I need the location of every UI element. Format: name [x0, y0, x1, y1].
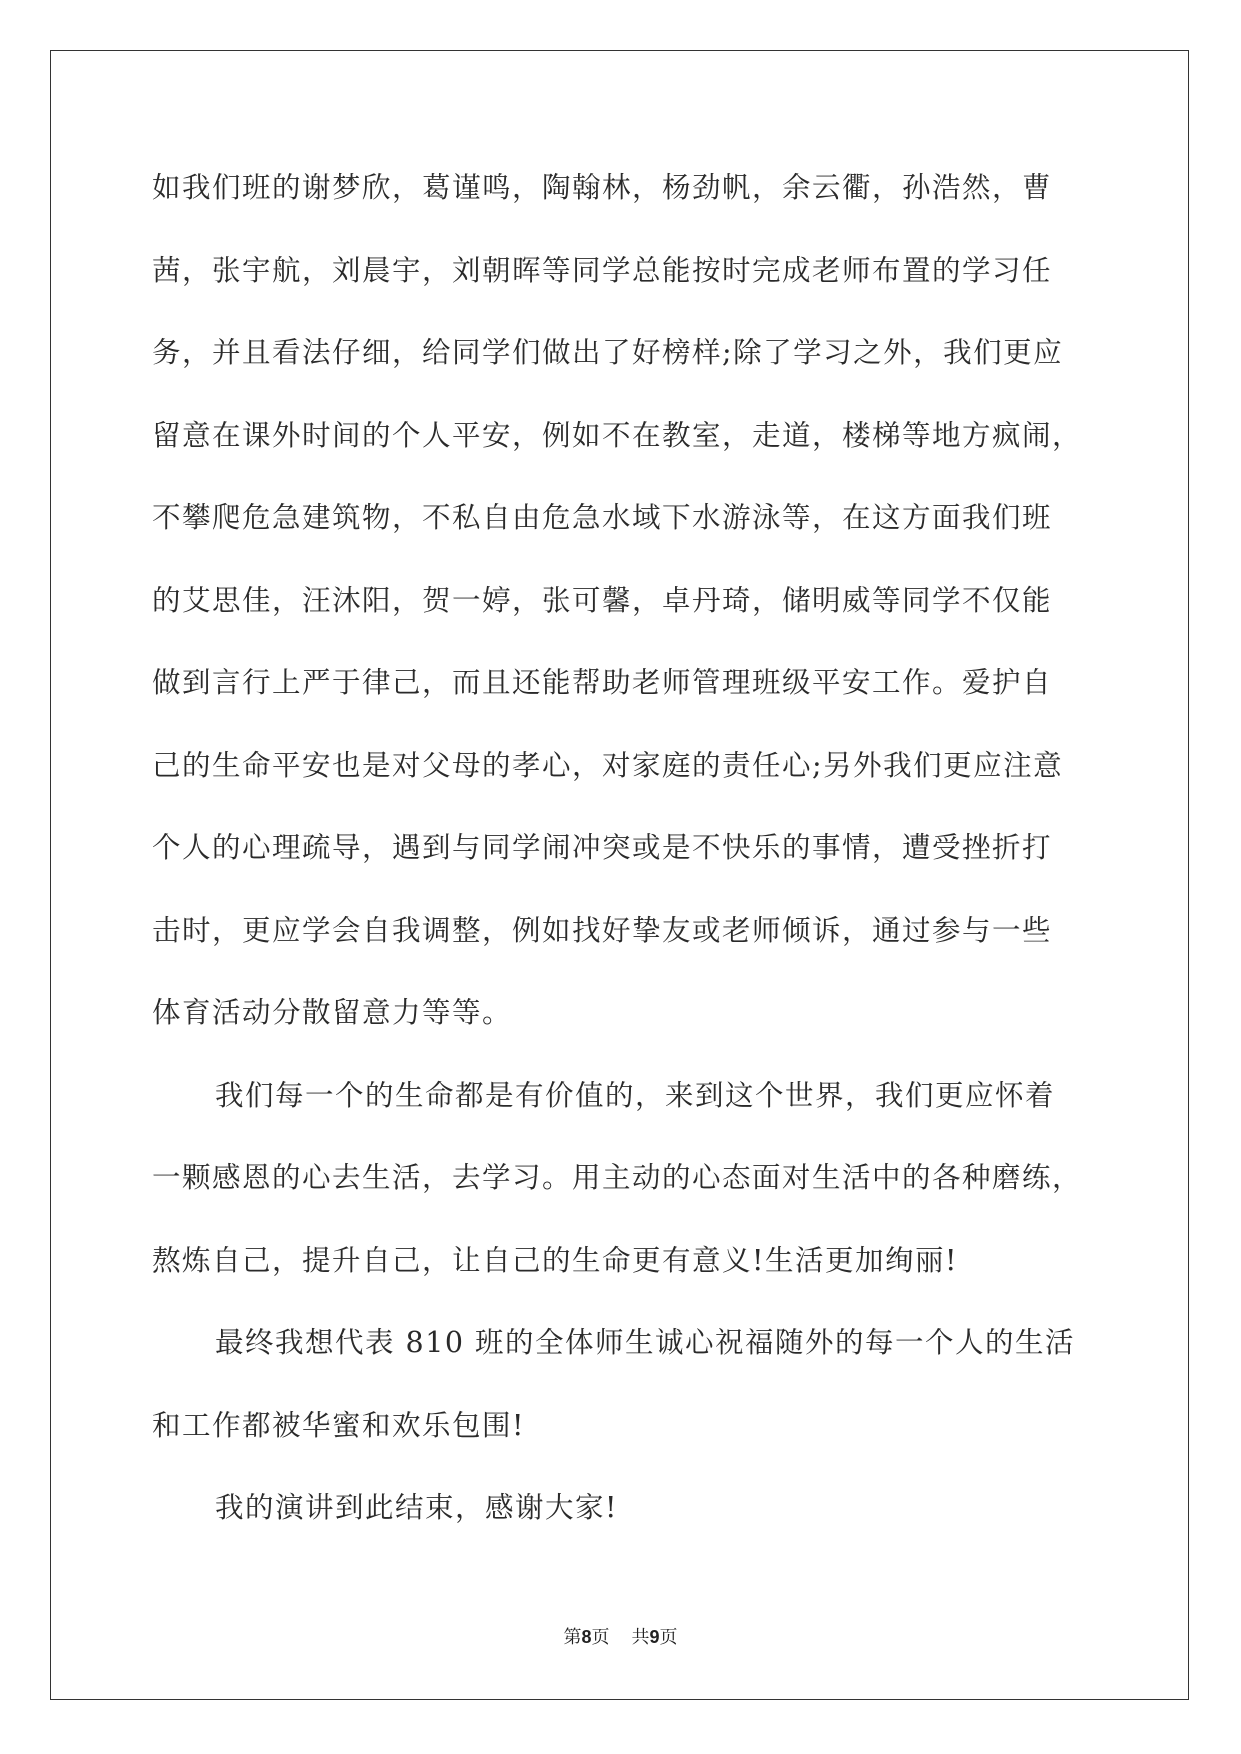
paragraph-first-line: 最终我想代表 810 班的全体师生诚心祝福随外的每一个人的生活	[215, 1326, 1076, 1359]
total-pages-prefix: 共	[631, 1627, 650, 1648]
text-line: 务，并且看法仔细，给同学们做出了好榜样;除了学习之外，我们更应	[152, 336, 1064, 369]
text-line: 如我们班的谢梦欣，葛谨鸣，陶翰林，杨劲帆，余云衢，孙浩然，曹	[152, 171, 1053, 204]
text-line: 做到言行上严于律己，而且还能帮助老师管理班级平安工作。爱护自	[152, 666, 1053, 699]
text-line: 熬炼自己，提升自己，让自己的生命更有意义!生活更加绚丽!	[152, 1243, 958, 1277]
text-line: 一颗感恩的心去生活，去学习。用主动的心态面对生活中的各种磨练，	[152, 1161, 1083, 1194]
text-line: 留意在课外时间的个人平安，例如不在教室，走道，楼梯等地方疯闹，	[152, 418, 1083, 452]
paragraph-first-line: 我们每一个的生命都是有价值的，来到这个世界，我们更应怀着	[215, 1078, 1056, 1112]
page-number-prefix: 第	[563, 1627, 582, 1648]
text-line: 击时，更应学会自我调整，例如找好挚友或老师倾诉，通过参与一些	[152, 913, 1053, 947]
text-line: 个人的心理疏导，遇到与同学闹冲突或是不快乐的事情，遭受挫折打	[152, 831, 1053, 864]
total-pages-suffix: 页	[659, 1627, 678, 1648]
text-line: 茜，张宇航，刘晨宇，刘朝晖等同学总能按时完成老师布置的学习任	[152, 253, 1053, 287]
text-line: 的艾思佳，汪沐阳，贺一婷，张可馨，卓丹琦，储明威等同学不仅能	[152, 583, 1053, 617]
text-line: 体育活动分散留意力等等。	[152, 996, 513, 1029]
paragraph-first-line: 我的演讲到此结束，感谢大家!	[215, 1491, 618, 1524]
total-pages-number: 9	[649, 1627, 660, 1647]
page-footer	[0, 1625, 1241, 1650]
page-number-suffix: 页	[591, 1627, 610, 1648]
text-line: 己的生命平安也是对父母的孝心，对家庭的责任心;另外我们更应注意	[152, 748, 1064, 782]
document-body	[152, 161, 1097, 1564]
current-page-number: 8	[581, 1627, 592, 1647]
text-line: 不攀爬危急建筑物，不私自由危急水域下水游泳等，在这方面我们班	[152, 501, 1053, 534]
text-line: 和工作都被华蜜和欢乐包围!	[152, 1408, 525, 1442]
